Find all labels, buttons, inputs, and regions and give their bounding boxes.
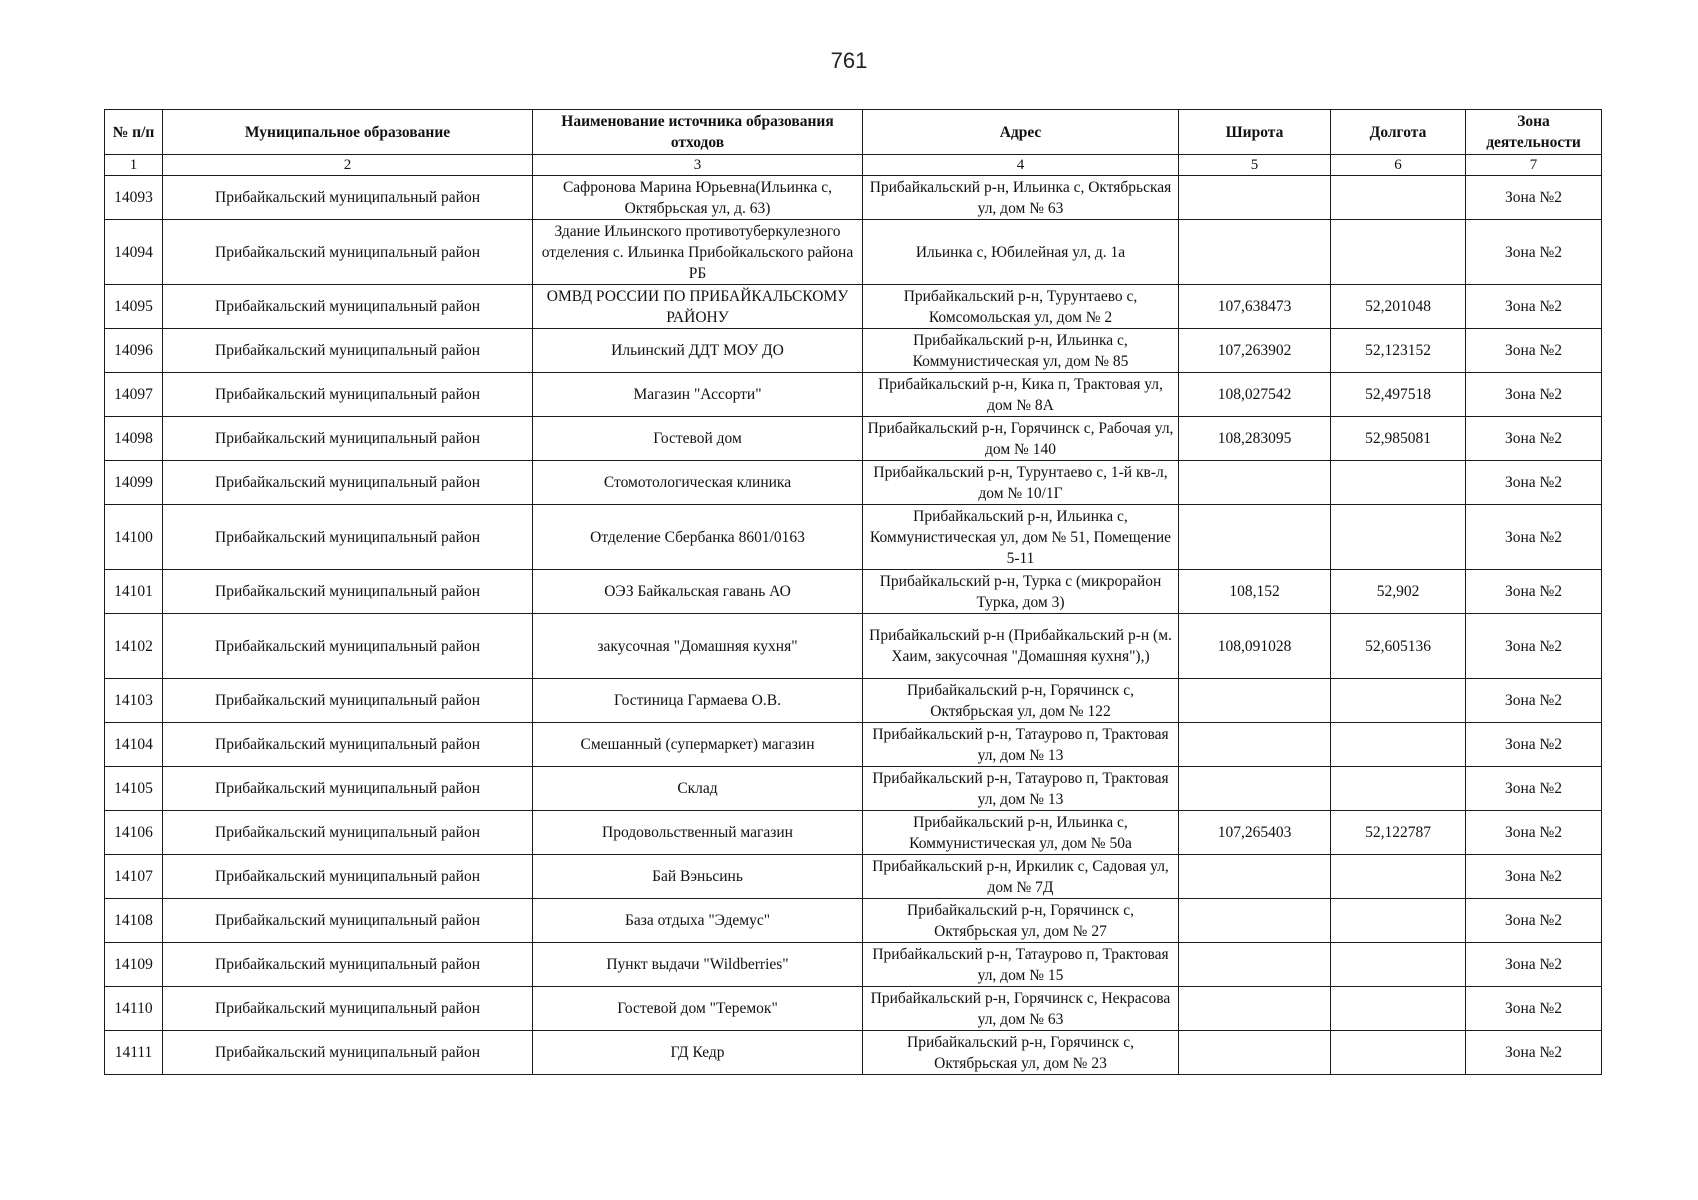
latitude-cell: 108,283095 [1179,417,1331,461]
address-cell: Прибайкальский р-н (Прибайкальский р-н (м. Хаим, закусочная "Домашняя кухня"),) [863,614,1179,679]
latitude-cell [1179,987,1331,1031]
latitude-cell: 108,091028 [1179,614,1331,679]
address-cell: Прибайкальский р-н, Татаурово п, Трактовая ул, дом № 15 [863,943,1179,987]
table-row [105,679,1602,723]
table-row [105,899,1602,943]
header-source: Наименование источника образования отходов [533,110,863,155]
address-cell: Прибайкальский р-н, Татаурово п, Трактовая ул, дом № 13 [863,767,1179,811]
municipality-cell: Прибайкальский муниципальный район [163,943,533,987]
row-number-cell: 14110 [105,987,163,1031]
source-name-cell: Гостевой дом "Теремок" [533,987,863,1031]
header-zone: Зона деятельности [1466,110,1602,155]
longitude-cell [1331,943,1466,987]
longitude-cell [1331,987,1466,1031]
latitude-cell [1179,855,1331,899]
source-name-cell: База отдыха "Эдемус" [533,899,863,943]
source-name-cell: Продовольственный магазин [533,811,863,855]
header-number: № п/п [105,110,163,155]
column-number-row [105,155,1602,176]
zone-cell: Зона №2 [1466,329,1602,373]
column-number: 7 [1466,155,1602,176]
latitude-cell [1179,461,1331,505]
municipality-cell: Прибайкальский муниципальный район [163,614,533,679]
address-cell: Прибайкальский р-н, Турка с (микрорайон Турка, дом 3) [863,570,1179,614]
municipality-cell: Прибайкальский муниципальный район [163,811,533,855]
page-number: 761 [830,48,868,73]
table-row [105,767,1602,811]
row-number-cell: 14103 [105,679,163,723]
header-longitude: Долгота [1331,110,1466,155]
address-cell: Прибайкальский р-н, Ильинка с, Октябрьская ул, дом № 63 [863,176,1179,220]
longitude-cell: 52,605136 [1331,614,1466,679]
row-number-cell: 14095 [105,285,163,329]
address-cell: Прибайкальский р-н, Горячинск с, Некрасова ул, дом № 63 [863,987,1179,1031]
row-number-cell: 14100 [105,505,163,570]
table-row [105,987,1602,1031]
municipality-cell: Прибайкальский муниципальный район [163,505,533,570]
table-row [105,943,1602,987]
row-number-cell: 14093 [105,176,163,220]
zone-cell: Зона №2 [1466,855,1602,899]
municipality-cell: Прибайкальский муниципальный район [163,373,533,417]
source-name-cell: Ильинский ДДТ МОУ ДО [533,329,863,373]
latitude-cell [1179,1031,1331,1075]
longitude-cell [1331,723,1466,767]
address-cell: Прибайкальский р-н, Горячинск с, Рабочая ул, дом № 140 [863,417,1179,461]
source-name-cell: Здание Ильинского противотуберкулезного отделения с. Ильинка Прибойкальского района РБ [533,220,863,285]
latitude-cell [1179,899,1331,943]
zone-cell: Зона №2 [1466,570,1602,614]
zone-cell: Зона №2 [1466,285,1602,329]
municipality-cell: Прибайкальский муниципальный район [163,767,533,811]
row-number-cell: 14107 [105,855,163,899]
municipality-cell: Прибайкальский муниципальный район [163,176,533,220]
column-number: 2 [163,155,533,176]
longitude-cell: 52,902 [1331,570,1466,614]
column-number: 6 [1331,155,1466,176]
longitude-cell [1331,767,1466,811]
table-row [105,329,1602,373]
latitude-cell: 107,263902 [1179,329,1331,373]
source-name-cell: Гостевой дом [533,417,863,461]
municipality-cell: Прибайкальский муниципальный район [163,285,533,329]
longitude-cell: 52,497518 [1331,373,1466,417]
zone-cell: Зона №2 [1466,373,1602,417]
longitude-cell: 52,985081 [1331,417,1466,461]
zone-cell: Зона №2 [1466,505,1602,570]
address-cell: Прибайкальский р-н, Ильинка с, Коммунистическая ул, дом № 51, Помещение 5-11 [863,505,1179,570]
row-number-cell: 14105 [105,767,163,811]
longitude-cell [1331,855,1466,899]
zone-cell: Зона №2 [1466,899,1602,943]
zone-cell: Зона №2 [1466,811,1602,855]
column-number: 3 [533,155,863,176]
source-name-cell: ОЭЗ Байкальская гавань АО [533,570,863,614]
address-cell: Прибайкальский р-н, Горячинск с, Октябрьская ул, дом № 27 [863,899,1179,943]
address-cell: Прибайкальский р-н, Иркилик с, Садовая ул, дом № 7Д [863,855,1179,899]
latitude-cell [1179,505,1331,570]
latitude-cell [1179,723,1331,767]
zone-cell: Зона №2 [1466,987,1602,1031]
table-row [105,505,1602,570]
zone-cell: Зона №2 [1466,176,1602,220]
address-cell: Прибайкальский р-н, Турунтаево с, Комсомольская ул, дом № 2 [863,285,1179,329]
source-name-cell: Отделение Сбербанка 8601/0163 [533,505,863,570]
header-row [105,110,1602,155]
row-number-cell: 14097 [105,373,163,417]
waste-sources-table [104,109,1602,1075]
latitude-cell [1179,943,1331,987]
source-name-cell: Сафронова Марина Юрьевна(Ильинка с, Октябрьская ул, д. 63) [533,176,863,220]
table-row [105,723,1602,767]
municipality-cell: Прибайкальский муниципальный район [163,220,533,285]
zone-cell: Зона №2 [1466,614,1602,679]
zone-cell: Зона №2 [1466,943,1602,987]
source-name-cell: Гостиница Гармаева О.В. [533,679,863,723]
source-name-cell: ОМВД РОССИИ ПО ПРИБАЙКАЛЬСКОМУ РАЙОНУ [533,285,863,329]
municipality-cell: Прибайкальский муниципальный район [163,1031,533,1075]
longitude-cell: 52,201048 [1331,285,1466,329]
source-name-cell: Склад [533,767,863,811]
longitude-cell [1331,176,1466,220]
column-number: 5 [1179,155,1331,176]
table-row [105,176,1602,220]
row-number-cell: 14104 [105,723,163,767]
source-name-cell: ГД Кедр [533,1031,863,1075]
latitude-cell: 108,027542 [1179,373,1331,417]
table-row [105,373,1602,417]
address-cell: Прибайкальский р-н, Ильинка с, Коммунистическая ул, дом № 50а [863,811,1179,855]
source-name-cell: Бай Вэньсинь [533,855,863,899]
table-row [105,614,1602,679]
latitude-cell [1179,220,1331,285]
municipality-cell: Прибайкальский муниципальный район [163,855,533,899]
address-cell: Прибайкальский р-н, Татаурово п, Трактовая ул, дом № 13 [863,723,1179,767]
longitude-cell [1331,220,1466,285]
zone-cell: Зона №2 [1466,679,1602,723]
address-cell: Прибайкальский р-н, Ильинка с, Коммунистическая ул, дом № 85 [863,329,1179,373]
municipality-cell: Прибайкальский муниципальный район [163,899,533,943]
latitude-cell: 107,265403 [1179,811,1331,855]
address-cell: Прибайкальский р-н, Кика п, Трактовая ул, дом № 8А [863,373,1179,417]
municipality-cell: Прибайкальский муниципальный район [163,723,533,767]
table-row [105,855,1602,899]
municipality-cell: Прибайкальский муниципальный район [163,679,533,723]
source-name-cell: закусочная "Домашняя кухня" [533,614,863,679]
zone-cell: Зона №2 [1466,417,1602,461]
table-row [105,461,1602,505]
source-name-cell: Магазин "Ассорти" [533,373,863,417]
address-cell: Прибайкальский р-н, Горячинск с, Октябрьская ул, дом № 23 [863,1031,1179,1075]
row-number-cell: 14106 [105,811,163,855]
municipality-cell: Прибайкальский муниципальный район [163,329,533,373]
row-number-cell: 14101 [105,570,163,614]
row-number-cell: 14102 [105,614,163,679]
row-number-cell: 14111 [105,1031,163,1075]
longitude-cell [1331,679,1466,723]
source-name-cell: Стомотологическая клиника [533,461,863,505]
municipality-cell: Прибайкальский муниципальный район [163,987,533,1031]
zone-cell: Зона №2 [1466,220,1602,285]
table-row [105,285,1602,329]
zone-cell: Зона №2 [1466,1031,1602,1075]
table-row [105,220,1602,285]
longitude-cell [1331,505,1466,570]
address-cell: Ильинка с, Юбилейная ул, д. 1а [863,220,1179,285]
table-row [105,570,1602,614]
column-number: 1 [105,155,163,176]
zone-cell: Зона №2 [1466,767,1602,811]
municipality-cell: Прибайкальский муниципальный район [163,570,533,614]
longitude-cell [1331,1031,1466,1075]
longitude-cell: 52,123152 [1331,329,1466,373]
longitude-cell: 52,122787 [1331,811,1466,855]
row-number-cell: 14094 [105,220,163,285]
longitude-cell [1331,899,1466,943]
row-number-cell: 14109 [105,943,163,987]
table-row [105,811,1602,855]
municipality-cell: Прибайкальский муниципальный район [163,417,533,461]
municipality-cell: Прибайкальский муниципальный район [163,461,533,505]
latitude-cell [1179,767,1331,811]
latitude-cell: 108,152 [1179,570,1331,614]
table-body [105,176,1602,1075]
latitude-cell: 107,638473 [1179,285,1331,329]
column-number: 4 [863,155,1179,176]
table-row [105,1031,1602,1075]
header-latitude: Широта [1179,110,1331,155]
header-address: Адрес [863,110,1179,155]
address-cell: Прибайкальский р-н, Турунтаево с, 1-й кв-л, дом № 10/1Г [863,461,1179,505]
zone-cell: Зона №2 [1466,461,1602,505]
zone-cell: Зона №2 [1466,723,1602,767]
row-number-cell: 14096 [105,329,163,373]
address-cell: Прибайкальский р-н, Горячинск с, Октябрьская ул, дом № 122 [863,679,1179,723]
source-name-cell: Пункт выдачи "Wildberries" [533,943,863,987]
latitude-cell [1179,679,1331,723]
latitude-cell [1179,176,1331,220]
row-number-cell: 14108 [105,899,163,943]
row-number-cell: 14098 [105,417,163,461]
row-number-cell: 14099 [105,461,163,505]
table-row [105,417,1602,461]
source-name-cell: Смешанный (супермаркет) магазин [533,723,863,767]
longitude-cell [1331,461,1466,505]
header-municipality: Муниципальное образование [163,110,533,155]
